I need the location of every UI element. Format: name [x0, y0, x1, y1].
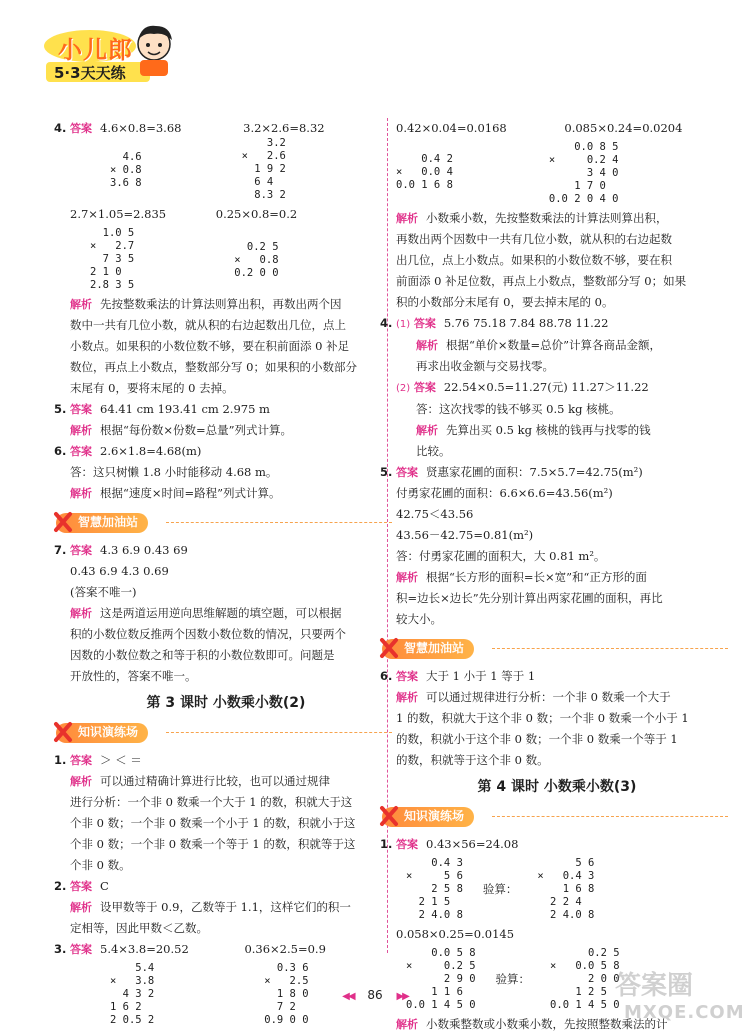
lesson-title-4: 第 4 课时 小数乘小数(3)	[477, 779, 637, 795]
check-label: 验算：	[482, 882, 518, 896]
q5-analysis: 解析 根据“每份数×份数=总量”列式计算。	[70, 423, 293, 437]
vertical-calc: 0.4 2 × 0.0 4 0.0 1 6 8	[396, 153, 453, 191]
watermark-logo: 答案圈	[615, 971, 694, 1001]
text-line: 1 的数，积就大于这个非 0 数；一个非 0 数乘一个小于 1	[396, 711, 689, 725]
right-column	[380, 118, 718, 1035]
text-line: 答：这次找零的钱不够买 0.5 kg 核桃。	[416, 402, 621, 416]
page-number: 86	[367, 988, 383, 1002]
vertical-calc: 5.4 × 3.8 4 3 2 1 6 2 2 0.5 2	[110, 962, 155, 1026]
p1-calcs-1	[406, 857, 718, 922]
text-line: 0.43 6.9 4.3 0.69	[70, 564, 169, 578]
text-line: 小数点。如果积的小数位数不够，要在积前面添 0 补足	[70, 339, 350, 353]
q4-vertical-calcs-1	[110, 137, 382, 202]
vertical-calc: 0.0 8 5 × 0.2 4 3 4 0 1 7 0 0.0 2 0 4 0	[548, 141, 619, 205]
mascot-icon	[130, 22, 178, 78]
star-runner-icon	[378, 804, 400, 828]
q4-1-analysis: 解析 根据“单价×数量=总价”计算各商品金额，	[416, 338, 662, 352]
text-line: 42.75＜43.56	[396, 507, 474, 521]
q6-analysis: 解析 根据“速度×时间=路程”列式计算。	[70, 486, 281, 500]
q6-answer: 6. 答案 2.6×1.8=4.68(m)	[54, 444, 202, 458]
check-label: 验算：	[495, 972, 531, 986]
text-line: 数中一共有几位小数，就从积的右边起数出几位，点上	[70, 318, 346, 332]
text-line: 个非 0 数；一个非 0 数乘一个小于 1 的数，积就小于这	[70, 816, 356, 830]
prev-arrow-icon: ◀◀	[342, 991, 354, 1002]
lesson-title-3: 第 3 课时 小数乘小数(2)	[146, 695, 306, 711]
p1-answer-right: 1. 答案 0.43×56=24.08	[380, 837, 519, 851]
text-line: 出几位，点上小数点。如果积的小数位数不够，要在积	[396, 253, 672, 267]
text-line: 积的小数部分末尾有 0，要去掉末尾的 0。	[396, 295, 614, 309]
section-header-practice-right: 知识演练场	[382, 806, 718, 828]
text-line: 较大小。	[396, 612, 442, 626]
vertical-calc: 3.2 × 2.6 1 9 2 6 4 8.3 2	[241, 137, 286, 201]
text-line: 付勇家花圃的面积：6.6×6.6=43.56(m²)	[396, 486, 613, 500]
text-line: 答：付勇家花圃的面积大，大 0.81 m²。	[396, 549, 606, 563]
p3-answer: 3. 答案 5.4×3.8=20.52 0.36×2.5=0.9	[54, 942, 326, 956]
p1-analysis: 解析 可以通过精确计算进行比较，也可以通过规律	[70, 774, 330, 788]
text-line: 再数出两个因数中一共有几位小数，就从积的右边起数	[396, 232, 672, 246]
p1-answer: 1. 答案 ＞ ＜ ＝	[54, 753, 142, 767]
star-runner-icon	[378, 636, 400, 660]
q5-answer-right: 5. 答案 贤惠家花圃的面积：7.5×5.7=42.75(m²)	[380, 465, 643, 479]
page-footer	[0, 988, 750, 1002]
text-line: 因数的小数位数之和等于积的小数位数即可。问题是	[70, 648, 335, 662]
q7-answer: 7. 答案 4.3 6.9 0.43 69	[54, 543, 188, 557]
text-line: 的数，积就小于这个非 0 数；一个非 0 数乘一个等于 1	[396, 732, 678, 746]
text-line: 的数，积就等于这个非 0 数。	[396, 753, 549, 767]
text-line: 前面添 0 补足位数，再点上小数点，整数部分写 0；如果	[396, 274, 687, 288]
right-top-calcs	[396, 141, 718, 206]
p2-answer: 2. 答案 C	[54, 879, 109, 893]
q7-analysis: 解析 这是两道运用逆向思维解题的填空题，可以根据	[70, 606, 342, 620]
vertical-calc: 0.2 5 × 0.0 5 8 2 0 0 1 2 5 0.0 1 4 5 0	[550, 947, 620, 1011]
text-line: 进行分析：一个非 0 数乘一个大于 1 的数，积就大于这	[70, 795, 353, 809]
text-line: 末尾有 0，要将末尾的 0 去掉。	[70, 381, 234, 395]
text-line: 0.058×0.25=0.0145	[396, 927, 515, 941]
vertical-calc: 1.0 5 × 2.7 7 3 5 2 1 0 2.8 3 5	[90, 227, 135, 291]
text-line: 数位，再点上小数点，整数部分写 0；如果积的小数部分	[70, 360, 357, 374]
section-header-wisdom-right: 智慧加油站	[382, 638, 718, 660]
right-top-row: 0.42×0.04=0.0168 0.085×0.24=0.0204	[396, 121, 683, 135]
q4-answer-row1: 4. 答案 4.6×0.8=3.68 3.2×2.6=8.32	[54, 121, 325, 135]
next-arrow-icon: ▶▶	[396, 991, 408, 1002]
text-line: 开放性的，答案不唯一。	[70, 669, 197, 683]
vertical-calc: 0.2 5 × 0.8 0.2 0 0	[234, 241, 279, 279]
right-top-analysis: 解析 小数乘小数，先按整数乘法的计算法则算出积，	[396, 211, 668, 225]
q4-1-answer: 4. (1) 答案 5.76 75.18 7.84 88.78 11.22	[380, 316, 609, 330]
text-line: (答案不唯一)	[70, 585, 137, 599]
q5-analysis-right: 解析 根据“长方形的面积=长×宽”和“正方形的面	[396, 570, 647, 584]
text-line: 定相等，因此甲数＜乙数。	[70, 921, 208, 935]
text-line: 比较。	[416, 444, 451, 458]
section-header-practice: 知识演练场	[56, 722, 382, 744]
p1-analysis-right: 解析 小数乘整数或小数乘小数，先按照整数乘法的计	[396, 1017, 668, 1031]
star-runner-icon	[52, 510, 74, 534]
vertical-calc: 4.6 × 0.8 3.6 8	[110, 151, 142, 189]
q4-answer-row2: 2.7×1.05=2.835 0.25×0.8=0.2	[70, 207, 298, 221]
text-line: 个非 0 数。	[70, 858, 131, 872]
text-line: 答：这只树懒 1.8 小时能移动 4.68 m。	[70, 465, 278, 479]
q5-answer: 5. 答案 64.41 cm 193.41 cm 2.975 m	[54, 402, 270, 416]
vertical-calc: 0.0 5 8 × 0.2 5 2 9 0 1 1 6 0.0 1 4 5 0	[406, 947, 476, 1011]
series-name: 5·3天天练	[54, 64, 126, 82]
q4-2-answer: (2) 答案 22.54×0.5=11.27(元) 11.27＞11.22	[396, 380, 649, 394]
vertical-calc: 0.4 3 × 5 6 2 5 8 2 1 5 2 4.0 8	[406, 857, 463, 921]
left-column	[54, 118, 382, 1029]
q4-analysis: 解析 先按整数乘法的计算法则算出积，再数出两个因	[70, 297, 342, 311]
star-runner-icon	[52, 720, 74, 744]
p2-analysis: 解析 设甲数等于 0.9，乙数等于 1.1，这样它们的积一	[70, 900, 351, 914]
text-line: 积的小数位数反推两个因数小数位数的情况，只要两个	[70, 627, 346, 641]
vertical-calc: 0.3 6 × 2.5 1 8 0 7 2 0.9 0 0	[264, 962, 309, 1026]
q4-2-analysis: 解析 先算出买 0.5 kg 核桃的钱再与找零的钱	[416, 423, 651, 437]
q6-answer-right: 6. 答案 大于 1 小于 1 等于 1	[380, 669, 536, 683]
text-line: 43.56－42.75=0.81(m²)	[396, 528, 534, 542]
brand-logo: 小儿郎	[58, 36, 133, 64]
section-header-wisdom: 智慧加油站	[56, 512, 382, 534]
vertical-calc: 5 6 × 0.4 3 1 6 8 2 2 4 2 4.0 8	[537, 857, 595, 921]
text-line: 再求出收金额与交易找零。	[416, 359, 554, 373]
q6-analysis-right: 解析 可以通过规律进行分析：一个非 0 数乘一个大于	[396, 690, 671, 704]
text-line: 个非 0 数；一个非 0 数乘一个等于 1 的数，积就等于这	[70, 837, 356, 851]
q4-vertical-calcs-2	[90, 227, 382, 292]
text-line: 积=边长×边长”先分别计算出两家花圃的面积，再比	[396, 591, 663, 605]
watermark-url: MXQE.COM	[624, 1002, 745, 1023]
